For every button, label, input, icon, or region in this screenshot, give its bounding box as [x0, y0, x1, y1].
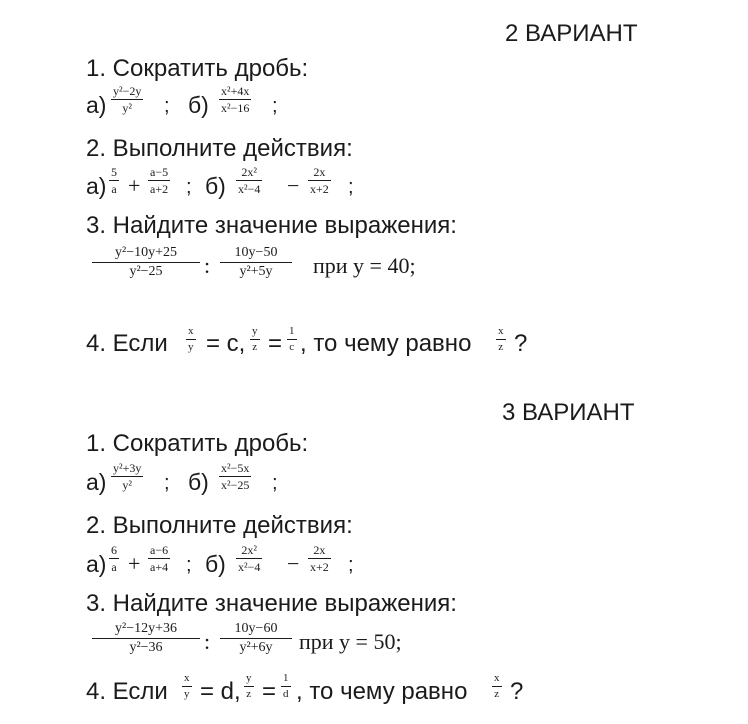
v3-task-2-b2-fraction — [308, 544, 331, 573]
fraction-bar — [220, 638, 292, 639]
numerator: y²+3y — [113, 461, 142, 475]
v3-task-3-title: 3. Найдите значение выражения: — [86, 590, 457, 617]
denominator: x²−16 — [221, 101, 250, 116]
fraction-bar — [308, 558, 331, 559]
denominator: z — [498, 341, 504, 354]
v3-task-3-fraction-1 — [92, 622, 200, 655]
v3-task-4-fraction-y-z — [244, 673, 254, 700]
fraction-bar — [109, 180, 119, 181]
numerator: y²−12y+36 — [115, 621, 177, 636]
numerator: x²+4x — [221, 84, 250, 98]
v3-task-2-a-label: а) — [86, 551, 107, 577]
numerator: x — [498, 325, 504, 337]
numerator: 5 — [111, 165, 117, 179]
division-sign: : — [204, 629, 211, 654]
fraction-bar — [492, 686, 502, 687]
fraction-bar — [236, 558, 262, 559]
denominator: x²−4 — [238, 560, 261, 575]
v2-task-1-a-fraction — [111, 85, 143, 114]
denominator: x+2 — [310, 182, 329, 197]
minus-sign: − — [287, 551, 300, 576]
separator: ; — [186, 176, 192, 198]
v2-task-1-b-fraction — [219, 85, 251, 114]
v3-task-4-fraction-x-z — [492, 673, 502, 700]
denominator: y — [184, 688, 190, 701]
denominator: y²+6y — [239, 640, 273, 656]
fraction-bar — [308, 180, 331, 181]
numerator: a−6 — [150, 543, 169, 557]
v3-task-1-a-fraction — [111, 462, 143, 491]
numerator: 10y−60 — [234, 621, 278, 636]
v2-task-3-fraction-2 — [220, 246, 292, 279]
minus-sign: − — [287, 173, 300, 198]
question-mark: ? — [514, 330, 528, 357]
separator: ; — [164, 472, 170, 494]
numerator: 2x — [313, 543, 326, 557]
fraction-bar — [220, 262, 292, 263]
denominator: x²−4 — [238, 182, 261, 197]
v2-task-4-equals-c: = c, — [206, 330, 246, 357]
v2-task-2-a2-fraction — [148, 166, 170, 195]
numerator: x — [188, 325, 194, 337]
v3-task-1-a-label: а) — [86, 469, 107, 495]
v2-task-3-condition: при y = 40; — [313, 253, 416, 278]
denominator: a — [111, 560, 117, 575]
v2-task-2-b1-fraction — [236, 166, 262, 195]
v3-task-2-a2-fraction — [148, 544, 170, 573]
numerator: x²−5x — [221, 461, 250, 475]
denominator: z — [494, 688, 500, 701]
separator: ; — [348, 176, 354, 198]
v2-task-1-title: 1. Сократить дробь: — [86, 55, 309, 82]
v2-task-2-b2-fraction — [308, 166, 331, 195]
fraction-bar — [250, 339, 260, 340]
numerator: y²−10y+25 — [115, 245, 177, 260]
denominator: x²−25 — [221, 478, 250, 493]
fraction-bar — [244, 686, 254, 687]
separator: ; — [348, 554, 354, 576]
fraction-bar — [219, 99, 251, 100]
denominator: y²−25 — [129, 264, 163, 280]
equals-sign: = — [262, 678, 277, 705]
numerator: 1 — [283, 672, 289, 684]
numerator: 6 — [111, 543, 117, 557]
numerator: 10y−50 — [234, 245, 278, 260]
v3-task-2-b1-fraction — [236, 544, 262, 573]
v2-task-4-prefix: 4. Если — [86, 330, 168, 357]
v3-task-1-title: 1. Сократить дробь: — [86, 430, 309, 457]
v3-task-4-fraction-1-d — [281, 673, 291, 700]
denominator: a+4 — [150, 560, 169, 575]
separator: ; — [164, 95, 170, 117]
numerator: y — [252, 325, 258, 337]
denominator: z — [246, 688, 252, 701]
denominator: x+2 — [310, 560, 329, 575]
fraction-bar — [111, 476, 143, 477]
question-mark: ? — [510, 678, 524, 705]
v3-task-4-question: , то чему равно — [296, 678, 468, 705]
v3-task-1-b-label: б) — [188, 469, 209, 495]
v2-task-3-title: 3. Найдите значение выражения: — [86, 212, 457, 239]
variant-2-heading: 2 ВАРИАНТ — [505, 20, 638, 47]
fraction-bar — [111, 99, 143, 100]
v2-task-4-fraction-x-z — [496, 326, 506, 353]
denominator: y² — [122, 478, 132, 493]
v2-task-2-a1-fraction — [109, 166, 119, 195]
denominator: c — [289, 341, 295, 354]
fraction-bar — [219, 476, 251, 477]
plus-sign: + — [128, 173, 141, 198]
numerator: 2x — [313, 165, 326, 179]
denominator: d — [283, 688, 289, 701]
v3-task-3-condition: при y = 50; — [299, 629, 402, 654]
v2-task-2-a-label: а) — [86, 173, 107, 199]
denominator: a — [111, 182, 117, 197]
v2-task-2-title: 2. Выполните действия: — [86, 135, 353, 162]
denominator: z — [252, 341, 258, 354]
v2-task-4-fraction-y-z — [250, 326, 260, 353]
division-sign: : — [204, 253, 211, 278]
denominator: y — [188, 341, 194, 354]
numerator: a−5 — [150, 165, 169, 179]
denominator: a+2 — [150, 182, 169, 197]
fraction-bar — [287, 339, 297, 340]
fraction-bar — [92, 262, 200, 263]
fraction-bar — [92, 638, 200, 639]
v3-task-4-equals-d: = d, — [200, 678, 241, 705]
fraction-bar — [496, 339, 506, 340]
fraction-bar — [281, 686, 291, 687]
v2-task-4-fraction-x-y — [186, 326, 196, 353]
v3-task-2-a1-fraction — [109, 544, 119, 573]
numerator: x — [184, 672, 190, 684]
numerator: y — [246, 672, 252, 684]
numerator: 2x² — [241, 165, 257, 179]
fraction-bar — [148, 558, 170, 559]
numerator: 2x² — [241, 543, 257, 557]
v3-task-4-fraction-x-y — [182, 673, 192, 700]
v3-task-3-fraction-2 — [220, 622, 292, 655]
v2-task-1-b-label: б) — [188, 92, 209, 118]
v2-task-4-question: , то чему равно — [300, 330, 472, 357]
equals-sign: = — [268, 330, 283, 357]
denominator: y² — [122, 101, 132, 116]
fraction-bar — [109, 558, 119, 559]
numerator: 1 — [289, 325, 295, 337]
v2-task-1-a-label: а) — [86, 92, 107, 118]
fraction-bar — [148, 180, 170, 181]
variant-3-heading: 3 ВАРИАНТ — [502, 399, 635, 426]
denominator: y²+5y — [239, 264, 273, 280]
separator: ; — [272, 95, 278, 117]
fraction-bar — [236, 180, 262, 181]
v3-task-4-prefix: 4. Если — [86, 678, 168, 705]
separator: ; — [186, 554, 192, 576]
denominator: y²−36 — [129, 640, 163, 656]
fraction-bar — [186, 339, 196, 340]
v3-task-2-b-label: б) — [205, 551, 226, 577]
v3-task-2-title: 2. Выполните действия: — [86, 512, 353, 539]
v2-task-2-b-label: б) — [205, 173, 226, 199]
plus-sign: + — [128, 551, 141, 576]
numerator: y²−2y — [113, 84, 142, 98]
v3-task-1-b-fraction — [219, 462, 251, 491]
fraction-bar — [182, 686, 192, 687]
separator: ; — [272, 472, 278, 494]
numerator: x — [494, 672, 500, 684]
v2-task-4-fraction-1-c — [287, 326, 297, 353]
v2-task-3-fraction-1 — [92, 246, 200, 279]
